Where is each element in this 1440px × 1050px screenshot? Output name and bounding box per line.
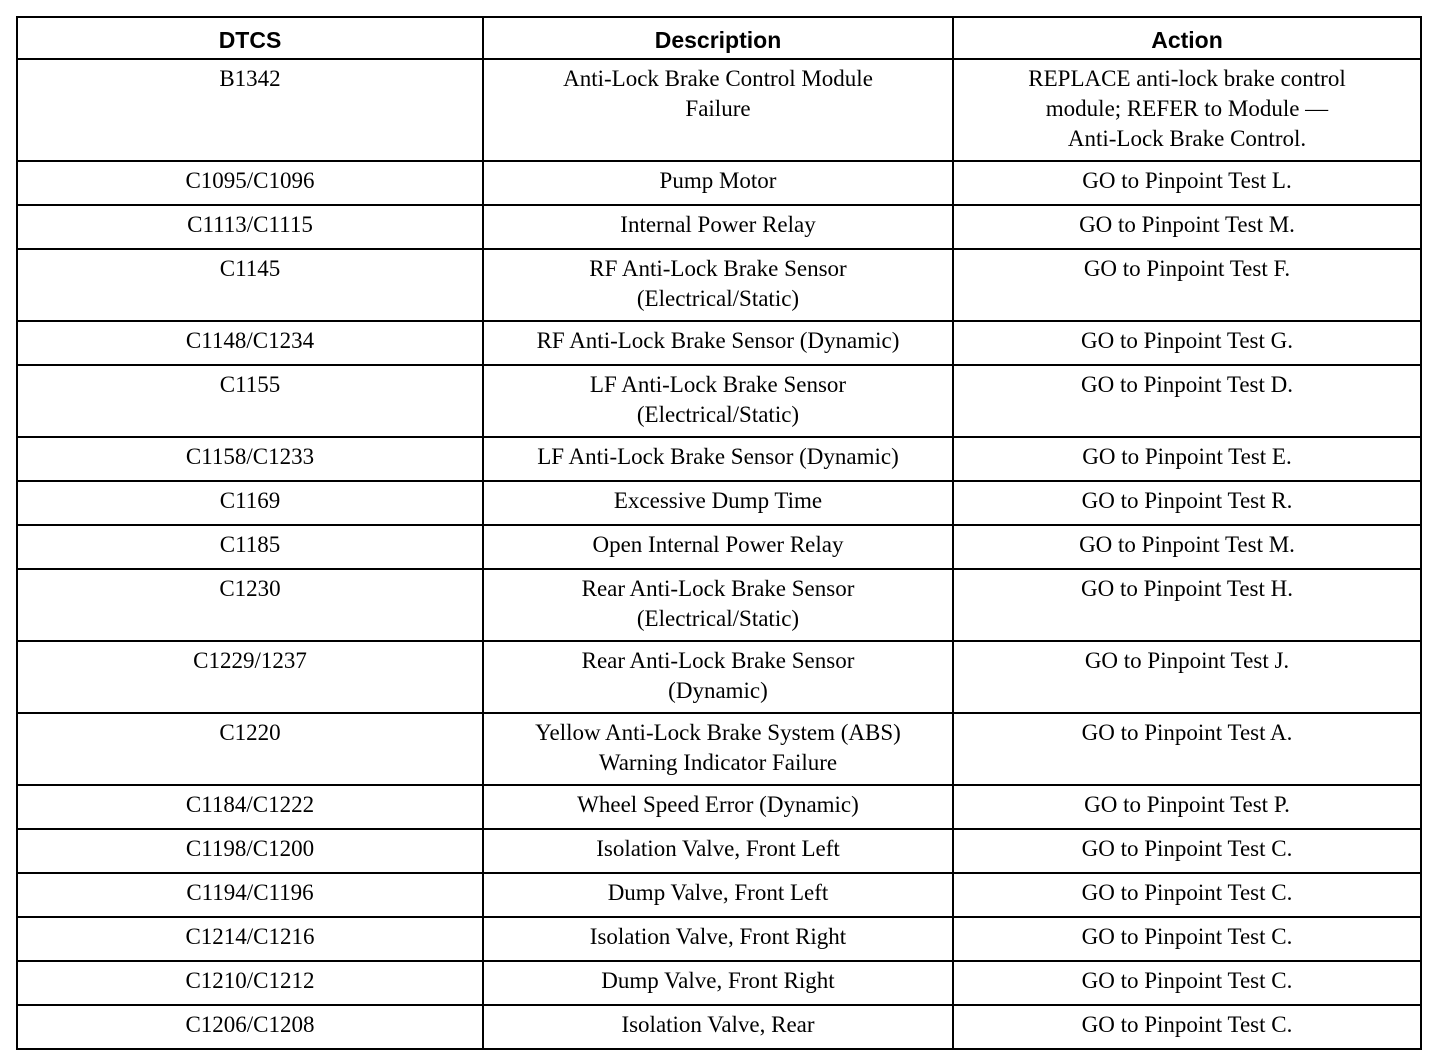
- table-header-row: [17, 17, 1421, 59]
- table-row: [17, 829, 1421, 873]
- description-cell: Wheel Speed Error (Dynamic): [483, 785, 953, 829]
- action-cell: GO to Pinpoint Test C.: [953, 917, 1421, 961]
- dtc-cell: C1113/C1115: [17, 205, 483, 249]
- action-cell: GO to Pinpoint Test C.: [953, 1005, 1421, 1049]
- table-row: [17, 641, 1421, 713]
- description-cell: RF Anti-Lock Brake Sensor (Electrical/Static): [483, 249, 953, 321]
- table-row: [17, 321, 1421, 365]
- dtc-cell: C1229/1237: [17, 641, 483, 713]
- description-cell: Isolation Valve, Rear: [483, 1005, 953, 1049]
- description-cell: Internal Power Relay: [483, 205, 953, 249]
- action-cell: GO to Pinpoint Test L.: [953, 161, 1421, 205]
- header-description: Description: [483, 17, 953, 59]
- dtc-cell: C1198/C1200: [17, 829, 483, 873]
- action-cell: GO to Pinpoint Test P.: [953, 785, 1421, 829]
- description-cell: LF Anti-Lock Brake Sensor (Electrical/Static): [483, 365, 953, 437]
- description-cell: Open Internal Power Relay: [483, 525, 953, 569]
- action-cell: GO to Pinpoint Test J.: [953, 641, 1421, 713]
- table-row: [17, 481, 1421, 525]
- dtc-cell: C1158/C1233: [17, 437, 483, 481]
- table-row: [17, 161, 1421, 205]
- action-cell: GO to Pinpoint Test M.: [953, 525, 1421, 569]
- action-cell: REPLACE anti-lock brake control module; REFER to Module — Anti-Lock Brake Control.: [953, 59, 1421, 161]
- dtc-cell: C1169: [17, 481, 483, 525]
- header-dtcs: DTCS: [17, 17, 483, 59]
- description-cell: Yellow Anti-Lock Brake System (ABS) Warning Indicator Failure: [483, 713, 953, 785]
- description-cell: RF Anti-Lock Brake Sensor (Dynamic): [483, 321, 953, 365]
- table-row: [17, 205, 1421, 249]
- action-cell: GO to Pinpoint Test M.: [953, 205, 1421, 249]
- dtc-cell: C1230: [17, 569, 483, 641]
- table-row: [17, 365, 1421, 437]
- document-page: [16, 16, 1420, 1050]
- action-cell: GO to Pinpoint Test A.: [953, 713, 1421, 785]
- dtc-cell: C1185: [17, 525, 483, 569]
- action-cell: GO to Pinpoint Test F.: [953, 249, 1421, 321]
- dtc-table: [16, 16, 1422, 1050]
- dtc-cell: C1220: [17, 713, 483, 785]
- dtc-cell: C1095/C1096: [17, 161, 483, 205]
- table-row: [17, 785, 1421, 829]
- table-row: [17, 59, 1421, 161]
- dtc-cell: C1210/C1212: [17, 961, 483, 1005]
- table-row: [17, 249, 1421, 321]
- table-row: [17, 1005, 1421, 1049]
- action-cell: GO to Pinpoint Test C.: [953, 961, 1421, 1005]
- description-cell: Pump Motor: [483, 161, 953, 205]
- dtc-cell: C1148/C1234: [17, 321, 483, 365]
- description-cell: Isolation Valve, Front Right: [483, 917, 953, 961]
- table-row: [17, 569, 1421, 641]
- action-cell: GO to Pinpoint Test R.: [953, 481, 1421, 525]
- description-cell: Dump Valve, Front Right: [483, 961, 953, 1005]
- table-row: [17, 873, 1421, 917]
- dtc-cell: C1214/C1216: [17, 917, 483, 961]
- table-row: [17, 961, 1421, 1005]
- header-action: Action: [953, 17, 1421, 59]
- dtc-cell: C1184/C1222: [17, 785, 483, 829]
- description-cell: Anti-Lock Brake Control Module Failure: [483, 59, 953, 161]
- description-cell: Isolation Valve, Front Left: [483, 829, 953, 873]
- action-cell: GO to Pinpoint Test C.: [953, 829, 1421, 873]
- description-cell: Rear Anti-Lock Brake Sensor (Dynamic): [483, 641, 953, 713]
- action-cell: GO to Pinpoint Test H.: [953, 569, 1421, 641]
- dtc-cell: B1342: [17, 59, 483, 161]
- action-cell: GO to Pinpoint Test E.: [953, 437, 1421, 481]
- description-cell: Excessive Dump Time: [483, 481, 953, 525]
- table-row: [17, 713, 1421, 785]
- table-row: [17, 437, 1421, 481]
- action-cell: GO to Pinpoint Test G.: [953, 321, 1421, 365]
- action-cell: GO to Pinpoint Test D.: [953, 365, 1421, 437]
- dtc-cell: C1206/C1208: [17, 1005, 483, 1049]
- top-rule: [16, 16, 1420, 18]
- action-cell: GO to Pinpoint Test C.: [953, 873, 1421, 917]
- dtc-cell: C1194/C1196: [17, 873, 483, 917]
- description-cell: Rear Anti-Lock Brake Sensor (Electrical/Static): [483, 569, 953, 641]
- description-cell: LF Anti-Lock Brake Sensor (Dynamic): [483, 437, 953, 481]
- description-cell: Dump Valve, Front Left: [483, 873, 953, 917]
- table-row: [17, 525, 1421, 569]
- dtc-cell: C1145: [17, 249, 483, 321]
- table-row: [17, 917, 1421, 961]
- dtc-cell: C1155: [17, 365, 483, 437]
